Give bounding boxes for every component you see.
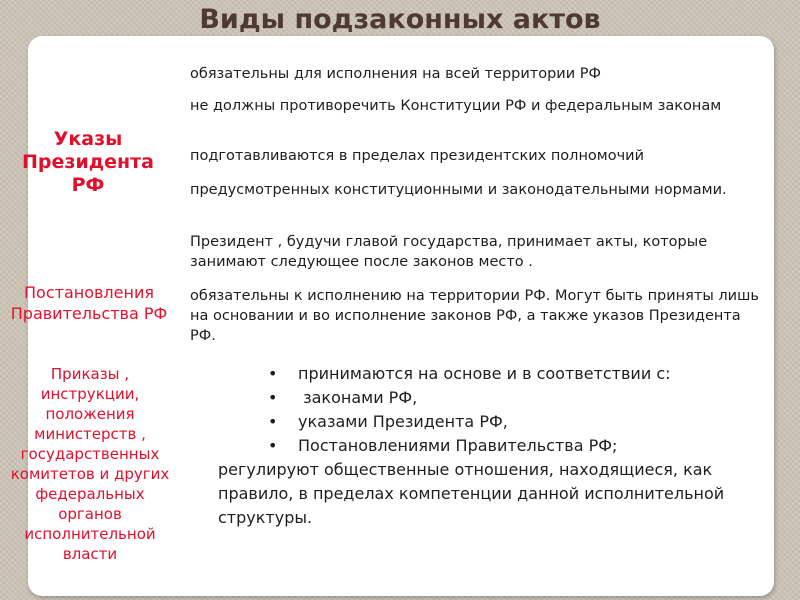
bullet-item: • указами Президента РФ, xyxy=(268,410,768,434)
slide-title: Виды подзаконных актов xyxy=(199,4,601,35)
label-prikazy-ministerstv: Приказы , инструкции, положения министерств , государственных комитетов и других федеральных органов исполнительной власти xyxy=(10,365,170,563)
label-ukazy-prezidenta: Указы Президента РФ xyxy=(22,128,154,196)
ukazy-line-1: обязательны для исполнения на всей территории РФ xyxy=(190,66,601,82)
label-postanovleniya-pravitelstva: Постановления Правительства РФ xyxy=(10,283,168,323)
prikazy-closing-text: регулируют общественные отношения, находящиеся, как правило, в пределах компетенции данной исполнительной структуры. xyxy=(218,460,725,527)
ukazy-line-5: Президент , будучи главой государства, принимает акты, которые занимают следующее после законов место . xyxy=(190,234,708,270)
prikazy-bullet-list xyxy=(268,362,768,458)
postanovleniya-text: обязательны к исполнению на территории РФ. Могут быть приняты лишь на основании и во исполнение законов РФ, а также указов Президента РФ. xyxy=(190,288,759,344)
ukazy-line-3: подготавливаются в пределах президентских полномочий xyxy=(190,148,645,164)
ukazy-line-2: не должны противоречить Конституции РФ и федеральным законам xyxy=(190,98,722,114)
bullet-item: • принимаются на основе и в соответствии с: xyxy=(268,362,768,386)
ukazy-line-4: предусмотренных конституционными и законодательными нормами. xyxy=(190,182,727,198)
bullet-item: • Постановлениями Правительства РФ; xyxy=(268,434,768,458)
bullet-item: • законами РФ, xyxy=(268,386,768,410)
